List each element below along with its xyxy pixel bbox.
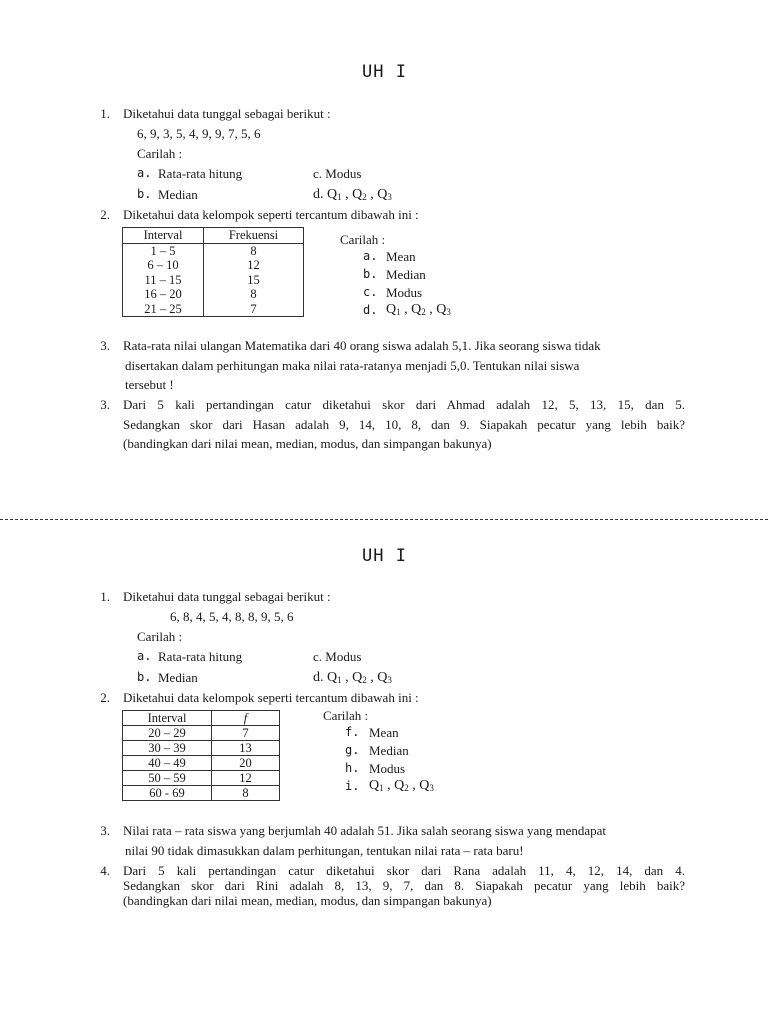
table-row: 60 - 69 8 [123, 786, 280, 801]
frequency-table [122, 710, 280, 801]
cut-line-divider [0, 519, 768, 520]
option-letter: b. [137, 187, 152, 201]
question-text: Rata-rata nilai ulangan Matematika dari 40 orang siswa adalah 5,1. Jika seorang siswa tidak [123, 338, 601, 353]
question-text: Dari 5 kali pertandingan catur diketahui skor dari Rana adalah 11, 4, 12, 14, dan 4. [123, 863, 685, 878]
question-text: Diketahui data tunggal sebagai berikut : [123, 589, 331, 604]
question-text: Dari 5 kali pertandingan catur diketahui skor dari Ahmad adalah 12, 5, 13, 15, dan 5. [123, 397, 685, 412]
question-number: 1. [100, 106, 110, 121]
question-text: Diketahui data kelompok seperti tercantum dibawah ini : [123, 207, 419, 222]
question-text: Sedangkan skor dari Rini adalah 8, 13, 9, 7, dan 8. Siapakah pecatur yang lebih baik? [123, 878, 685, 893]
option-letter: b. [363, 267, 378, 281]
table-row: 40 – 49 20 [123, 756, 280, 771]
table-row: 16 – 20 8 [123, 287, 304, 302]
question-text: Diketahui data tunggal sebagai berikut : [123, 106, 331, 121]
frequency-table [122, 227, 304, 317]
page-title: UH I [362, 546, 407, 566]
table-row: 1 – 5 8 [123, 243, 304, 258]
question-text: tersebut ! [125, 377, 174, 392]
option-text: Mean [386, 249, 416, 264]
table-header: Frekuensi [204, 228, 304, 244]
option-letter: c. [363, 285, 378, 299]
option-text: Median [369, 743, 409, 758]
table-row: 20 – 29 7 [123, 726, 280, 741]
option-letter: b. [137, 670, 152, 684]
option-letter: a. [363, 249, 378, 263]
quartiles-option: $Q_1$ , $Q_2$ , $Q_3$ [386, 302, 451, 317]
question-number: 3. [100, 397, 110, 412]
option-text: Mean [369, 725, 399, 740]
option-text: Median [158, 187, 198, 202]
question-text: (bandingkan dari nilai mean, median, modus, dan simpangan bakunya) [123, 893, 492, 908]
carilah-label: Carilah : [137, 146, 183, 161]
question-text: Diketahui data kelompok seperti tercantum dibawah ini : [123, 690, 419, 705]
data-values: 6, 8, 4, 5, 4, 8, 8, 9, 5, 6 [170, 609, 294, 624]
question-number: 1. [100, 589, 110, 604]
option-text: Modus [369, 761, 406, 776]
option-letter: h. [345, 761, 360, 775]
option-letter: a. [137, 649, 152, 663]
quartiles-option: $Q_1$ , $Q_2$ , $Q_3$ [369, 778, 434, 793]
option-text: Median [386, 267, 426, 282]
quartiles-option: d. $Q_1$ , $Q_2$ , $Q_3$ [313, 187, 392, 202]
table-row: 30 – 39 13 [123, 741, 280, 756]
question-number: 4. [100, 863, 110, 878]
question-text: nilai 90 tidak dimasukkan dalam perhitungan, tentukan nilai rata – rata baru! [125, 843, 524, 858]
option-text: Median [158, 670, 198, 685]
option-letter: g. [345, 743, 360, 757]
carilah-label: Carilah : [137, 629, 183, 644]
option-text: c. Modus [313, 166, 362, 181]
option-letter: a. [137, 166, 152, 180]
option-text: c. Modus [313, 649, 362, 664]
carilah-label: Carilah : [323, 708, 369, 723]
option-letter: d. [363, 303, 378, 317]
table-row: 6 – 10 12 [123, 258, 304, 273]
question-text: (bandingkan dari nilai mean, median, modus, dan simpangan bakunya) [123, 436, 492, 451]
question-number: 3. [100, 338, 110, 353]
question-text: Nilai rata – rata siswa yang berjumlah 40 adalah 51. Jika salah seorang siswa yang mendapat [123, 823, 607, 838]
option-text: Modus [386, 285, 423, 300]
quartiles-option: d. $Q_1$ , $Q_2$ , $Q_3$ [313, 670, 392, 685]
question-text: Sedangkan skor dari Hasan adalah 9, 14, 10, 8, dan 9. Siapakah pecatur yang lebih baik? [123, 417, 685, 432]
table-header: Interval [123, 228, 204, 244]
table-row: 11 – 15 15 [123, 273, 304, 288]
table-row: 21 – 25 7 [123, 302, 304, 317]
page-title: UH I [362, 62, 407, 82]
table-header: f [212, 711, 280, 726]
option-text: Rata-rata hitung [158, 166, 243, 181]
question-number: 2. [100, 207, 110, 222]
option-letter: f. [345, 725, 360, 739]
option-text: Rata-rata hitung [158, 649, 243, 664]
question-number: 2. [100, 690, 110, 705]
data-values: 6, 9, 3, 5, 4, 9, 9, 7, 5, 6 [137, 126, 261, 141]
table-header: Interval [123, 711, 212, 726]
question-text: disertakan dalam perhitungan maka nilai rata-ratanya menjadi 5,0. Tentukan nilai siswa [125, 358, 580, 373]
carilah-label: Carilah : [340, 232, 386, 247]
question-number: 3. [100, 823, 110, 838]
option-letter: i. [345, 779, 360, 793]
table-row: 50 – 59 12 [123, 771, 280, 786]
